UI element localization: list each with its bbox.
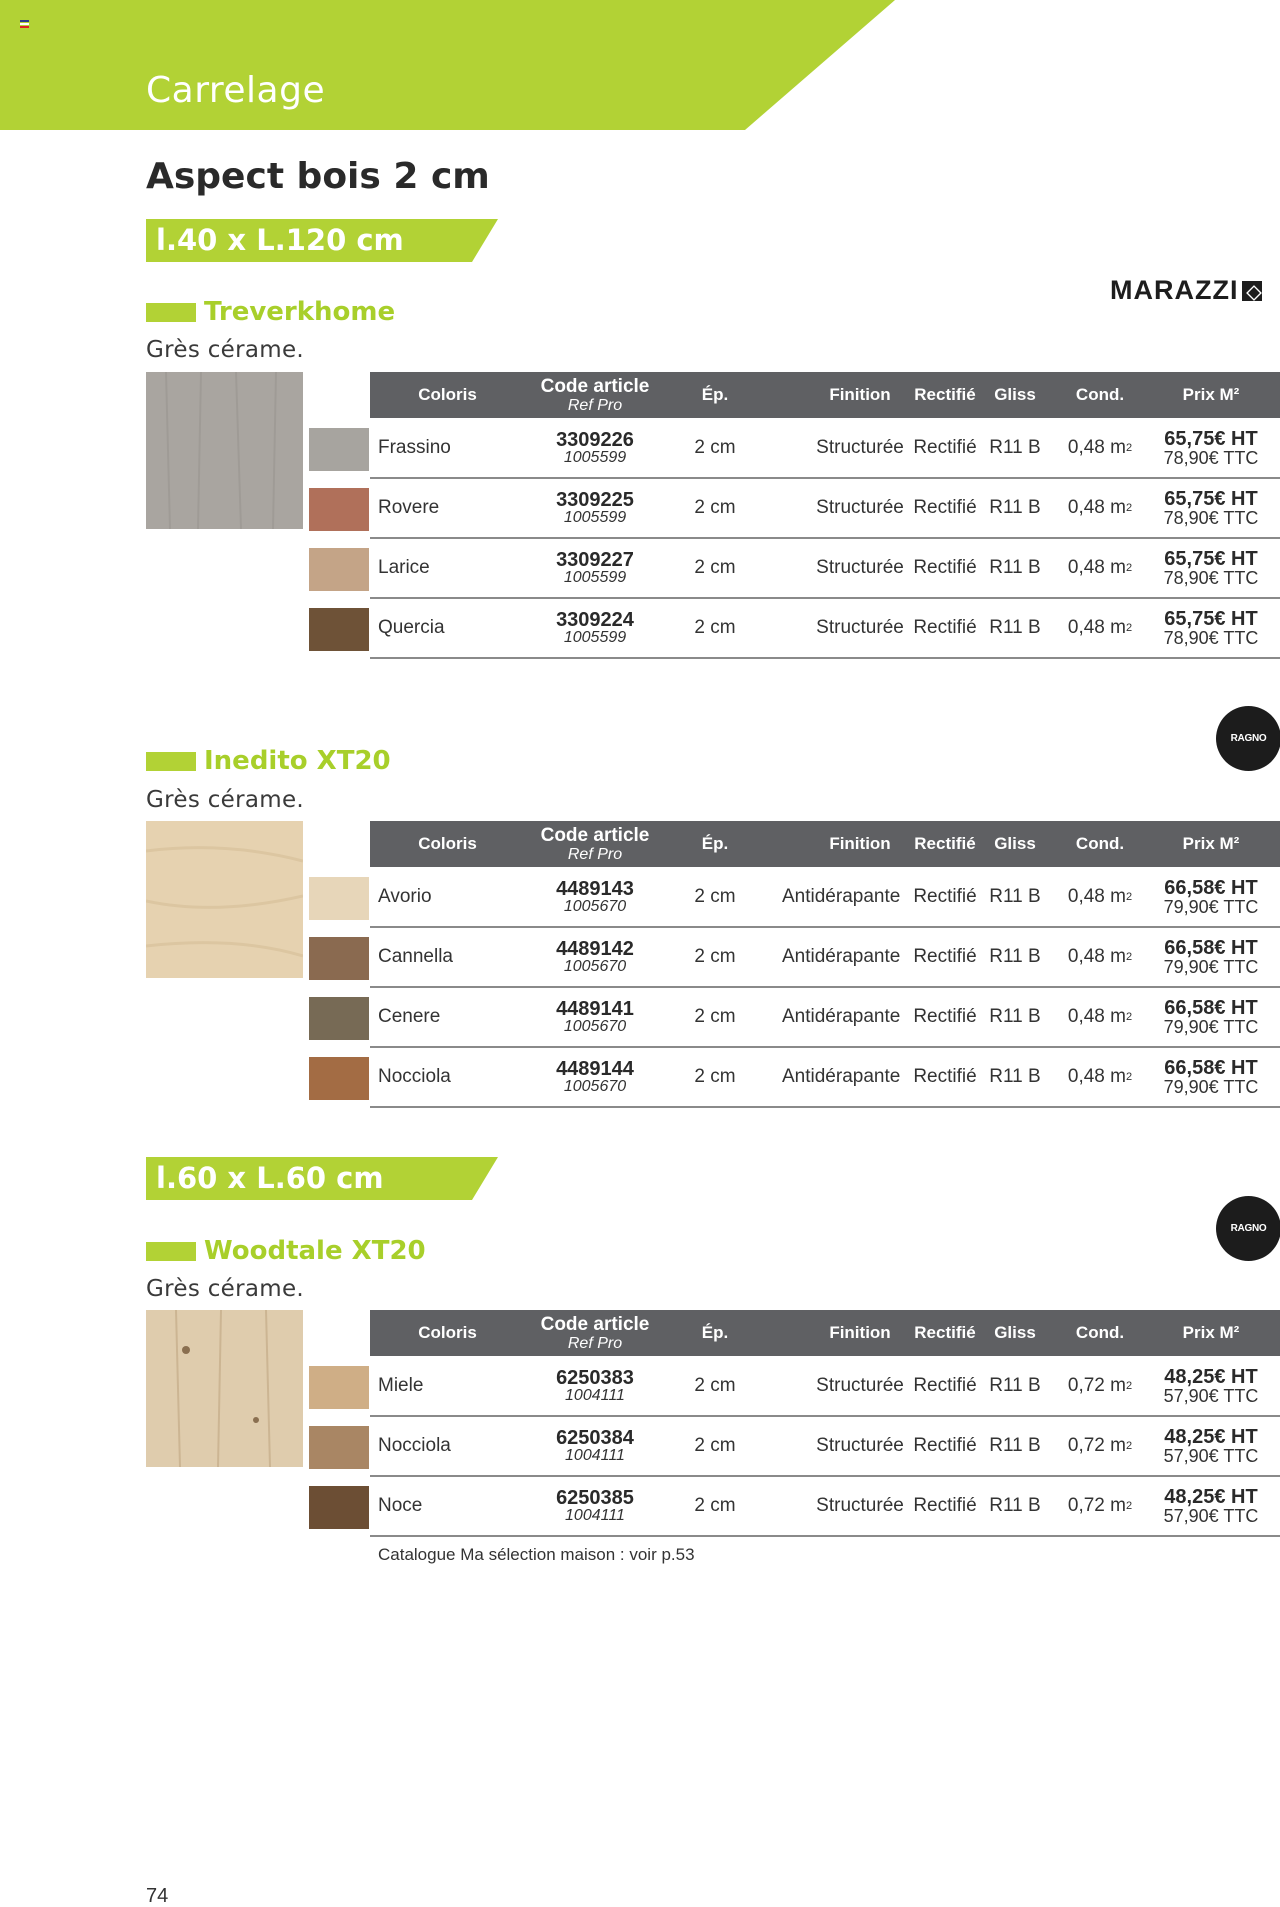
product-name: Treverkhome	[204, 297, 396, 327]
price-ht: 48,25€ HT	[1164, 1426, 1258, 1448]
page-title: Aspect bois 2 cm	[146, 156, 490, 197]
table-row	[370, 868, 1280, 928]
cell-code	[520, 988, 670, 1046]
color-swatch	[309, 608, 369, 651]
article-code: 4489144	[556, 1057, 634, 1080]
price-ttc: 79,90€ TTC	[1163, 897, 1259, 917]
cell-coloris: Rovere	[378, 497, 440, 518]
col-code-label: Code article	[540, 1313, 650, 1335]
color-swatch	[309, 1426, 369, 1469]
cell-gliss: R11 B	[989, 1375, 1041, 1396]
cell-code	[520, 1357, 670, 1415]
col-code-label: Code article	[540, 375, 650, 397]
product-heading	[146, 297, 395, 327]
cell-cond: 0,48 m 2	[1067, 617, 1133, 638]
cell-finition: Antidérapante	[782, 886, 901, 907]
col-finition: Finition	[829, 1323, 891, 1342]
col-gliss: Gliss	[994, 385, 1036, 404]
cell-cond: 0,48 m 2	[1067, 946, 1133, 967]
header-banner	[0, 0, 1280, 130]
cell-gliss: R11 B	[989, 946, 1041, 967]
col-finition: Finition	[829, 834, 891, 853]
cell-ep: 2 cm	[694, 886, 736, 907]
cell-coloris: Miele	[378, 1375, 424, 1396]
col-ep: Ép.	[701, 385, 729, 404]
cell-ep: 2 cm	[694, 1066, 736, 1087]
article-code: 4489142	[556, 937, 634, 960]
col-code	[520, 372, 670, 418]
price-ht: 66,58€ HT	[1164, 1057, 1258, 1079]
col-finition: Finition	[829, 385, 891, 404]
table-header	[370, 821, 1280, 867]
cell-price	[1156, 419, 1266, 477]
col-ep: Ép.	[701, 834, 729, 853]
cell-price	[1156, 539, 1266, 597]
cell-gliss: R11 B	[989, 617, 1041, 638]
cell-rectifie: Rectifié	[913, 497, 977, 518]
cell-price	[1156, 1477, 1266, 1535]
ragno-logo	[1216, 1196, 1280, 1261]
cell-ep: 2 cm	[694, 1375, 736, 1396]
flag-icon	[20, 20, 29, 27]
col-gliss: Gliss	[994, 834, 1036, 853]
col-prix: Prix M²	[1182, 1323, 1240, 1342]
table-row	[370, 599, 1280, 659]
price-ht: 48,25€ HT	[1164, 1366, 1258, 1388]
color-swatch	[309, 877, 369, 920]
price-ttc: 78,90€ TTC	[1163, 508, 1259, 528]
cell-coloris: Nocciola	[378, 1435, 451, 1456]
cell-coloris: Nocciola	[378, 1066, 451, 1087]
col-prix: Prix M²	[1182, 385, 1240, 404]
col-coloris: Coloris	[418, 1323, 477, 1342]
article-code: 6250384	[556, 1426, 634, 1449]
col-code	[520, 821, 670, 867]
price-ttc: 79,90€ TTC	[1163, 957, 1259, 977]
cell-code	[520, 539, 670, 597]
cell-cond: 0,72 m 2	[1067, 1375, 1133, 1396]
marazzi-mark-icon	[1242, 281, 1262, 301]
cell-gliss: R11 B	[989, 1435, 1041, 1456]
cell-coloris: Avorio	[378, 886, 432, 907]
cell-cond: 0,72 m 2	[1067, 1435, 1133, 1456]
price-ht: 65,75€ HT	[1164, 428, 1258, 450]
article-code: 3309226	[556, 428, 634, 451]
size-label: l.40 x L.120 cm	[156, 223, 404, 257]
article-code: 3309224	[556, 608, 634, 631]
cell-ep: 2 cm	[694, 437, 736, 458]
color-swatch	[309, 997, 369, 1040]
cell-code	[520, 868, 670, 926]
cell-cond: 0,48 m 2	[1067, 557, 1133, 578]
cell-finition: Antidérapante	[782, 1066, 901, 1087]
article-code: 4489143	[556, 877, 634, 900]
cell-code	[520, 419, 670, 477]
cell-cond: 0,48 m 2	[1067, 886, 1133, 907]
color-swatch	[309, 937, 369, 980]
catalogue-note: Catalogue Ma sélection maison : voir p.53	[378, 1545, 695, 1564]
cell-rectifie: Rectifié	[913, 437, 977, 458]
cell-cond: 0,48 m 2	[1067, 497, 1133, 518]
color-swatch	[309, 548, 369, 591]
price-ht: 66,58€ HT	[1164, 997, 1258, 1019]
cell-price	[1156, 599, 1266, 657]
cell-finition: Structurée	[816, 557, 904, 578]
cell-finition: Structurée	[816, 437, 904, 458]
col-gliss: Gliss	[994, 1323, 1036, 1342]
col-rectifie: Rectifié	[914, 834, 976, 853]
cell-rectifie: Rectifié	[913, 946, 977, 967]
cell-code	[520, 1477, 670, 1535]
heading-bar	[146, 303, 196, 322]
price-ttc: 78,90€ TTC	[1163, 568, 1259, 588]
table-row	[370, 1357, 1280, 1417]
cell-ep: 2 cm	[694, 557, 736, 578]
cell-rectifie: Rectifié	[913, 1375, 977, 1396]
page-number: 74	[146, 1885, 169, 1907]
table-row	[370, 539, 1280, 599]
price-ttc: 79,90€ TTC	[1163, 1077, 1259, 1097]
table-row	[370, 1477, 1280, 1537]
price-ht: 66,58€ HT	[1164, 877, 1258, 899]
product-name: Inedito XT20	[204, 746, 391, 776]
col-code-label: Code article	[540, 824, 650, 846]
ref-pro: 1005599	[563, 569, 627, 587]
cell-coloris: Quercia	[378, 617, 445, 638]
cell-ep: 2 cm	[694, 1435, 736, 1456]
cell-rectifie: Rectifié	[913, 557, 977, 578]
cell-gliss: R11 B	[989, 1066, 1041, 1087]
cell-cond: 0,72 m 2	[1067, 1495, 1133, 1516]
cell-gliss: R11 B	[989, 1006, 1041, 1027]
product-heading	[146, 746, 391, 776]
tile-photo	[146, 372, 303, 529]
brand-name: MARAZZI	[1110, 275, 1239, 305]
cell-finition: Antidérapante	[782, 1006, 901, 1027]
table-row	[370, 1417, 1280, 1477]
table-row	[370, 479, 1280, 539]
cell-gliss: R11 B	[989, 886, 1041, 907]
ref-pro: 1004111	[565, 1507, 625, 1525]
cell-ep: 2 cm	[694, 497, 736, 518]
cell-gliss: R11 B	[989, 497, 1041, 518]
brand-name: RAGNO	[1230, 1223, 1267, 1234]
cell-gliss: R11 B	[989, 1495, 1041, 1516]
price-ttc: 78,90€ TTC	[1163, 448, 1259, 468]
cell-price	[1156, 928, 1266, 986]
price-ttc: 57,90€ TTC	[1163, 1386, 1259, 1406]
cell-price	[1156, 988, 1266, 1046]
tile-photo	[146, 821, 303, 978]
cell-finition: Structurée	[816, 1435, 904, 1456]
color-swatch	[309, 1057, 369, 1100]
cell-rectifie: Rectifié	[913, 886, 977, 907]
col-code	[520, 1310, 670, 1356]
size-label: l.60 x L.60 cm	[156, 1161, 384, 1195]
col-ref-label: Ref Pro	[567, 1334, 623, 1352]
article-code: 3309225	[556, 488, 634, 511]
ref-pro: 1005670	[563, 1078, 627, 1096]
ref-pro: 1004111	[565, 1387, 625, 1405]
cell-coloris: Cannella	[378, 946, 453, 967]
cell-code	[520, 1048, 670, 1106]
ref-pro: 1004111	[565, 1447, 625, 1465]
cell-code	[520, 1417, 670, 1475]
size-tag	[146, 1157, 498, 1200]
brand-name: RAGNO	[1230, 733, 1267, 744]
col-prix: Prix M²	[1182, 834, 1240, 853]
cell-price	[1156, 1357, 1266, 1415]
cell-ep: 2 cm	[694, 617, 736, 638]
cell-cond: 0,48 m 2	[1067, 437, 1133, 458]
col-rectifie: Rectifié	[914, 385, 976, 404]
price-ttc: 79,90€ TTC	[1163, 1017, 1259, 1037]
cell-coloris: Larice	[378, 557, 430, 578]
price-ht: 48,25€ HT	[1164, 1486, 1258, 1508]
article-code: 6250385	[556, 1486, 634, 1509]
cell-code	[520, 599, 670, 657]
color-swatch	[309, 1366, 369, 1409]
cell-rectifie: Rectifié	[913, 1006, 977, 1027]
ref-pro: 1005670	[563, 1018, 627, 1036]
price-ht: 65,75€ HT	[1164, 548, 1258, 570]
col-coloris: Coloris	[418, 834, 477, 853]
color-swatch	[309, 488, 369, 531]
table-row	[370, 419, 1280, 479]
col-ref-label: Ref Pro	[567, 845, 623, 863]
cell-price	[1156, 1048, 1266, 1106]
cell-code	[520, 928, 670, 986]
table-row	[370, 1048, 1280, 1108]
cell-coloris: Cenere	[378, 1006, 441, 1027]
cell-rectifie: Rectifié	[913, 617, 977, 638]
heading-bar	[146, 752, 196, 771]
col-cond: Cond.	[1075, 834, 1125, 853]
price-ht: 66,58€ HT	[1164, 937, 1258, 959]
size-tag	[146, 219, 498, 262]
product-heading	[146, 1236, 426, 1266]
col-coloris: Coloris	[418, 385, 477, 404]
ref-pro: 1005599	[563, 509, 627, 527]
cell-price	[1156, 1417, 1266, 1475]
table-header	[370, 372, 1280, 418]
col-ep: Ép.	[701, 1323, 729, 1342]
table-row	[370, 928, 1280, 988]
price-ht: 65,75€ HT	[1164, 488, 1258, 510]
ref-pro: 1005599	[563, 449, 627, 467]
cell-cond: 0,48 m 2	[1067, 1006, 1133, 1027]
marazzi-logo	[1110, 275, 1262, 306]
product-name: Woodtale XT20	[204, 1236, 426, 1266]
cell-finition: Structurée	[816, 1375, 904, 1396]
cell-gliss: R11 B	[989, 557, 1041, 578]
col-cond: Cond.	[1075, 385, 1125, 404]
cell-coloris: Frassino	[378, 437, 451, 458]
ragno-logo	[1216, 706, 1280, 771]
cell-code	[520, 479, 670, 537]
cell-ep: 2 cm	[694, 1006, 736, 1027]
cell-rectifie: Rectifié	[913, 1066, 977, 1087]
cell-rectifie: Rectifié	[913, 1435, 977, 1456]
ref-pro: 1005670	[563, 958, 627, 976]
cell-price	[1156, 479, 1266, 537]
cell-rectifie: Rectifié	[913, 1495, 977, 1516]
section-title: Carrelage	[146, 70, 326, 111]
tile-photo	[146, 1310, 303, 1467]
cell-price	[1156, 868, 1266, 926]
cell-coloris: Noce	[378, 1495, 423, 1516]
product-material: Grès cérame.	[146, 1276, 305, 1302]
cell-finition: Structurée	[816, 497, 904, 518]
price-ttc: 78,90€ TTC	[1163, 628, 1259, 648]
color-swatch	[309, 428, 369, 471]
table-row	[370, 988, 1280, 1048]
price-ht: 65,75€ HT	[1164, 608, 1258, 630]
ref-pro: 1005670	[563, 898, 627, 916]
heading-bar	[146, 1242, 196, 1261]
col-ref-label: Ref Pro	[567, 396, 623, 414]
article-code: 3309227	[556, 548, 634, 571]
product-material: Grès cérame.	[146, 337, 305, 363]
price-ttc: 57,90€ TTC	[1163, 1506, 1259, 1526]
cell-finition: Structurée	[816, 617, 904, 638]
table-header	[370, 1310, 1280, 1356]
cell-finition: Structurée	[816, 1495, 904, 1516]
price-ttc: 57,90€ TTC	[1163, 1446, 1259, 1466]
product-material: Grès cérame.	[146, 787, 305, 813]
col-cond: Cond.	[1075, 1323, 1125, 1342]
cell-gliss: R11 B	[989, 437, 1041, 458]
cell-finition: Antidérapante	[782, 946, 901, 967]
cell-ep: 2 cm	[694, 1495, 736, 1516]
col-rectifie: Rectifié	[914, 1323, 976, 1342]
article-code: 6250383	[556, 1366, 634, 1389]
ref-pro: 1005599	[563, 629, 627, 647]
article-code: 4489141	[556, 997, 634, 1020]
cell-cond: 0,48 m 2	[1067, 1066, 1133, 1087]
color-swatch	[309, 1486, 369, 1529]
cell-ep: 2 cm	[694, 946, 736, 967]
